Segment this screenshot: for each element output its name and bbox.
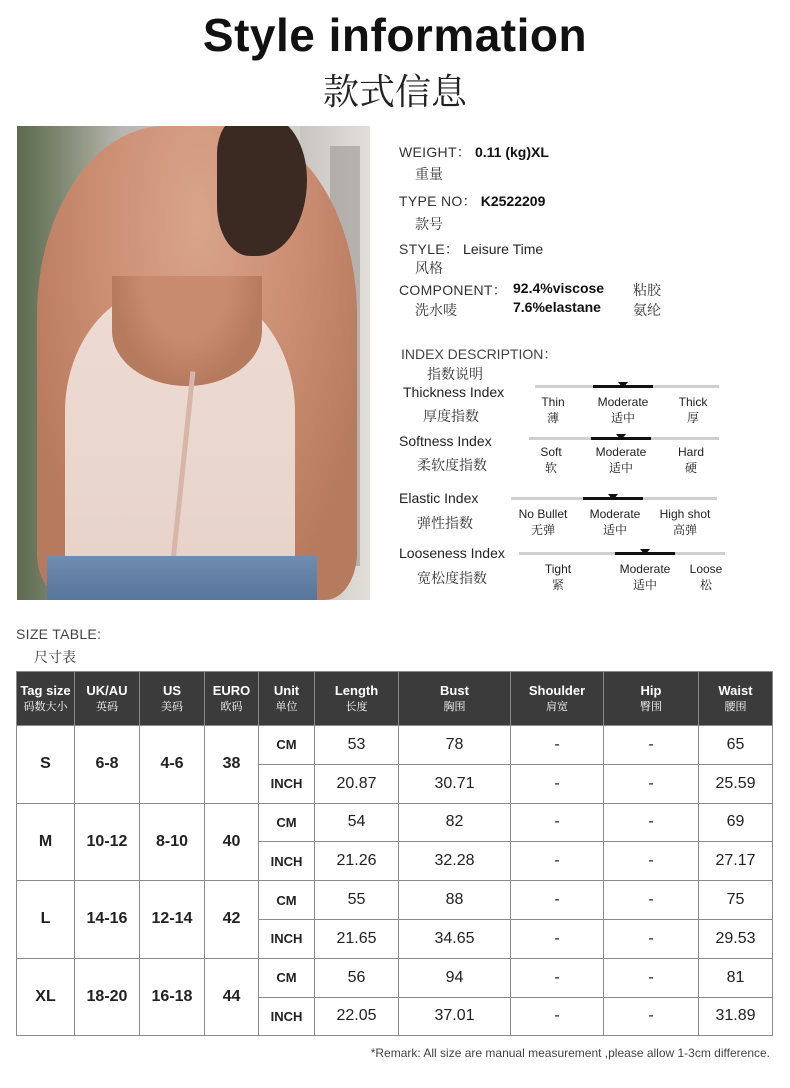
size-tag: M [17, 803, 75, 881]
size-us: 12-14 [140, 881, 205, 959]
size-euro: 44 [205, 958, 259, 1036]
unit-cm: CM [259, 958, 315, 997]
cell-hip: - [604, 881, 699, 920]
thickness-opt-3: Thick 厚 [678, 395, 708, 425]
size-us: 8-10 [140, 803, 205, 881]
thickness-opt-2: Moderate 适中 [597, 395, 649, 425]
cell-shoulder: - [511, 803, 604, 842]
unit-inch: INCH [259, 764, 315, 803]
type-label: TYPE NO： [399, 193, 477, 209]
softness-scale [529, 437, 719, 440]
table-row [17, 726, 773, 765]
component-row [399, 280, 507, 300]
elastic-scale [511, 497, 717, 500]
cell-shoulder: - [511, 726, 604, 765]
type-row [399, 191, 545, 211]
component-cn: 洗水唛 [415, 302, 457, 318]
softness-cn: 柔软度指数 [417, 457, 487, 473]
page-title: Style information [202, 9, 588, 61]
type-cn: 款号 [415, 216, 443, 232]
cell-shoulder: - [511, 881, 604, 920]
cell-length: 21.26 [315, 842, 399, 881]
cell-hip: - [604, 726, 699, 765]
size-table-header [17, 672, 773, 726]
unit-inch: INCH [259, 919, 315, 958]
cell-waist: 69 [699, 803, 773, 842]
component-label: COMPONENT： [399, 282, 507, 298]
cell-waist: 29.53 [699, 919, 773, 958]
cell-waist: 31.89 [699, 997, 773, 1036]
thickness-label: Thickness Index [403, 384, 505, 400]
cell-hip: - [604, 803, 699, 842]
elastic-opt-3: High shot 高弹 [659, 507, 711, 537]
index-title-cn: 指数说明 [427, 366, 483, 382]
size-uk: 10-12 [75, 803, 140, 881]
elastic-cn: 弹性指数 [417, 515, 473, 531]
size-euro: 42 [205, 881, 259, 959]
header-tag: Tag size 码数大小 [17, 672, 75, 726]
cell-shoulder: - [511, 764, 604, 803]
cell-length: 22.05 [315, 997, 399, 1036]
cell-length: 53 [315, 726, 399, 765]
cell-length: 21.65 [315, 919, 399, 958]
header-bust: Bust 胸围 [399, 672, 511, 726]
softness-label: Softness Index [399, 433, 492, 449]
header-hip: Hip 臀围 [604, 672, 699, 726]
index-title: INDEX DESCRIPTION： [401, 346, 558, 362]
weight-label: WEIGHT： [399, 144, 472, 160]
softness-marker [616, 434, 626, 440]
weight-value: 0.11 (kg)XL [474, 144, 549, 160]
cell-bust: 82 [399, 803, 511, 842]
looseness-scale [519, 552, 725, 555]
cell-waist: 81 [699, 958, 773, 997]
cell-hip: - [604, 919, 699, 958]
elastic-opt-2: Moderate 适中 [589, 507, 641, 537]
unit-cm: CM [259, 803, 315, 842]
style-value: Leisure Time [463, 241, 544, 257]
thickness-opt-1: Thin 薄 [541, 395, 565, 425]
cell-waist: 27.17 [699, 842, 773, 881]
elastic-marker [608, 494, 618, 500]
softness-opt-1: Soft 软 [540, 445, 562, 475]
size-tag: L [17, 881, 75, 959]
table-row [17, 881, 773, 920]
cell-length: 55 [315, 881, 399, 920]
header-shoulder: Shoulder 肩宽 [511, 672, 604, 726]
unit-cm: CM [259, 726, 315, 765]
product-photo [17, 126, 370, 600]
cell-waist: 75 [699, 881, 773, 920]
size-tag: S [17, 726, 75, 804]
elastic-opt-1: No Bullet 无弹 [518, 507, 568, 537]
page-title-cn: 款式信息 [322, 72, 467, 113]
cell-shoulder: - [511, 958, 604, 997]
size-us: 4-6 [140, 726, 205, 804]
header-unit: Unit 单位 [259, 672, 315, 726]
header-us: US 美码 [140, 672, 205, 726]
softness-opt-2: Moderate 适中 [595, 445, 647, 475]
size-uk: 14-16 [75, 881, 140, 959]
header-length: Length 长度 [315, 672, 399, 726]
unit-inch: INCH [259, 997, 315, 1036]
cell-bust: 30.71 [399, 764, 511, 803]
size-euro: 40 [205, 803, 259, 881]
thickness-marker [618, 382, 628, 388]
cell-length: 20.87 [315, 764, 399, 803]
cell-bust: 32.28 [399, 842, 511, 881]
cell-hip: - [604, 764, 699, 803]
weight-row [399, 142, 549, 162]
looseness-marker [640, 549, 650, 555]
weight-cn: 重量 [415, 166, 443, 182]
header-uk: UK/AU 英码 [75, 672, 140, 726]
thickness-scale [535, 385, 719, 388]
cell-length: 54 [315, 803, 399, 842]
cell-shoulder: - [511, 842, 604, 881]
softness-opt-3: Hard 硬 [677, 445, 704, 475]
size-us: 16-18 [140, 958, 205, 1036]
unit-cm: CM [259, 881, 315, 920]
remark-note: *Remark: All size are manual measurement ,please allow 1-3cm difference. [370, 1046, 770, 1060]
style-label: STYLE： [399, 241, 460, 257]
cell-bust: 88 [399, 881, 511, 920]
table-row [17, 958, 773, 997]
size-euro: 38 [205, 726, 259, 804]
cell-bust: 94 [399, 958, 511, 997]
size-uk: 6-8 [75, 726, 140, 804]
cell-shoulder: - [511, 997, 604, 1036]
component-1: 92.4%viscose [513, 280, 605, 296]
size-table-title-cn: 尺寸表 [34, 649, 76, 665]
size-uk: 18-20 [75, 958, 140, 1036]
cell-bust: 78 [399, 726, 511, 765]
unit-inch: INCH [259, 842, 315, 881]
looseness-cn: 宽松度指数 [417, 570, 487, 586]
cell-hip: - [604, 842, 699, 881]
cell-shoulder: - [511, 919, 604, 958]
thickness-cn: 厚度指数 [423, 408, 479, 424]
looseness-opt-1: Tight 紧 [544, 562, 572, 592]
cell-waist: 25.59 [699, 764, 773, 803]
type-value: K2522209 [480, 193, 546, 209]
cell-waist: 65 [699, 726, 773, 765]
elastic-label: Elastic Index [399, 490, 479, 506]
table-row [17, 803, 773, 842]
header-waist: Waist 腰围 [699, 672, 773, 726]
looseness-label: Looseness Index [399, 545, 505, 561]
size-table-title: SIZE TABLE: [16, 626, 102, 642]
cell-hip: - [604, 958, 699, 997]
cell-hip: - [604, 997, 699, 1036]
header-euro: EURO 欧码 [205, 672, 259, 726]
size-tag: XL [17, 958, 75, 1036]
component-2: 7.6%elastane [513, 299, 601, 315]
cell-length: 56 [315, 958, 399, 997]
style-cn: 风格 [415, 260, 443, 276]
cell-bust: 34.65 [399, 919, 511, 958]
cell-bust: 37.01 [399, 997, 511, 1036]
looseness-opt-2: Moderate 适中 [619, 562, 671, 592]
looseness-opt-3: Loose 松 [689, 562, 723, 592]
component-1-cn: 粘胶 [633, 282, 661, 298]
size-table [16, 671, 773, 1036]
component-2-cn: 氨纶 [633, 302, 661, 318]
style-row [399, 239, 543, 259]
